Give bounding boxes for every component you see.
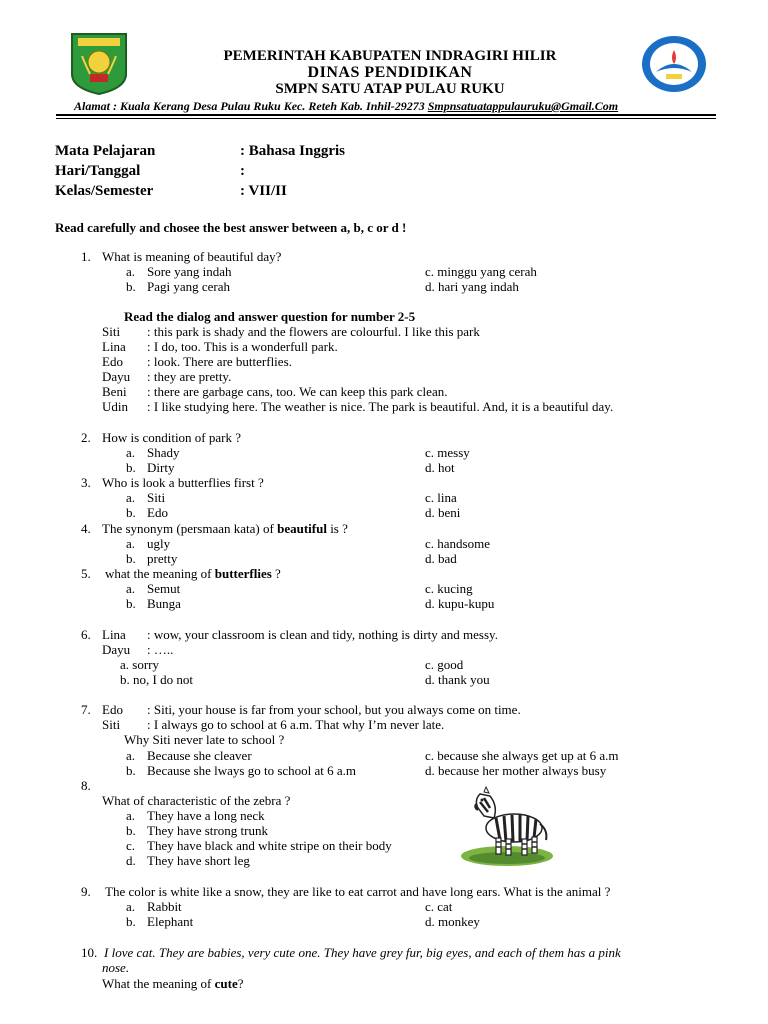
zebra-illustration bbox=[460, 786, 554, 868]
question-number: 10. bbox=[81, 945, 98, 960]
question-number: 8. bbox=[81, 778, 91, 793]
dialog-line: : Siti, your house is far from your school, but you always come on time. bbox=[147, 702, 521, 717]
option-b: b. no, I do not bbox=[120, 672, 193, 687]
question-text-part: What the meaning of bbox=[102, 976, 215, 991]
option-a: They have a long neck bbox=[147, 808, 265, 823]
option-b: Bunga bbox=[147, 596, 181, 611]
dialog-line: : this park is shady and the flowers are colourful. I like this park bbox=[147, 324, 480, 339]
day-date-value: : bbox=[240, 163, 245, 179]
question-number: 1. bbox=[81, 249, 91, 264]
dialog-speaker: Udin bbox=[102, 399, 128, 414]
school-email-link[interactable]: Smpnsatuatappulauruku@Gmail.Com bbox=[427, 99, 619, 113]
option-b: pretty bbox=[147, 551, 178, 566]
option-b-letter: b. bbox=[126, 279, 136, 294]
question-text: What of characteristic of the zebra ? bbox=[102, 793, 291, 808]
question-keyword: cute bbox=[214, 976, 238, 991]
option-b-letter: b. bbox=[126, 505, 136, 520]
option-d: d. because her mother always busy bbox=[425, 763, 607, 778]
question-number: 7. bbox=[81, 702, 91, 717]
option-b-letter: b. bbox=[126, 596, 136, 611]
dialog-title: Read the dialog and answer question for number 2-5 bbox=[124, 309, 416, 324]
question-text: How is condition of park ? bbox=[102, 430, 242, 445]
option-d: d. hot bbox=[425, 460, 455, 475]
option-a: Shady bbox=[147, 445, 180, 460]
option-c: c. cat bbox=[425, 899, 453, 914]
option-a: ugly bbox=[147, 536, 171, 551]
government-title: PEMERINTAH KABUPATEN INDRAGIRI HILIR bbox=[223, 48, 557, 64]
option-c: c. handsome bbox=[425, 536, 490, 551]
option-b-letter: b. bbox=[126, 763, 136, 778]
question-text: Who is look a butterflies first ? bbox=[102, 475, 264, 490]
subject-value: : Bahasa Inggris bbox=[240, 143, 346, 159]
question-number: 5. bbox=[81, 566, 91, 581]
option-d-letter: d. bbox=[126, 853, 136, 868]
option-d: d. thank you bbox=[425, 672, 490, 687]
option-a: Semut bbox=[147, 581, 181, 596]
option-b: Because she lways go to school at 6 a.m bbox=[147, 763, 357, 778]
dialog-speaker: Siti bbox=[102, 324, 121, 339]
question-text-part: ? bbox=[271, 566, 281, 581]
option-b: Elephant bbox=[147, 914, 194, 929]
option-c-letter: c. bbox=[126, 838, 136, 853]
option-c: c. lina bbox=[425, 490, 457, 505]
address-line bbox=[74, 99, 618, 114]
day-date-label: Hari/Tanggal bbox=[55, 163, 141, 179]
option-d: d. bad bbox=[425, 551, 457, 566]
option-a: Sore yang indah bbox=[147, 264, 232, 279]
header-divider-thin bbox=[56, 118, 716, 119]
question-keyword: beautiful bbox=[277, 521, 327, 536]
question-number: 2. bbox=[81, 430, 91, 445]
department-title: DINAS PENDIDIKAN bbox=[307, 64, 473, 81]
question-keyword: butterflies bbox=[214, 566, 272, 581]
question-text: Why Siti never late to school ? bbox=[124, 732, 285, 747]
option-d: d. kupu-kupu bbox=[425, 596, 495, 611]
option-a-letter: a. bbox=[126, 808, 136, 823]
regency-emblem-icon bbox=[68, 30, 130, 96]
dialog-line: : they are pretty. bbox=[147, 369, 232, 384]
option-d: d. monkey bbox=[425, 914, 480, 929]
option-a: Because she cleaver bbox=[147, 748, 252, 763]
option-d: They have short leg bbox=[147, 853, 250, 868]
option-a-letter: a. bbox=[126, 581, 136, 596]
option-c: c. kucing bbox=[425, 581, 473, 596]
option-d: d. hari yang indah bbox=[425, 279, 519, 294]
option-d: d. beni bbox=[425, 505, 461, 520]
question-text-part: The synonym (persmaan kata) of bbox=[102, 521, 278, 536]
class-semester-value: : VII/II bbox=[240, 183, 287, 199]
question-text bbox=[105, 566, 281, 581]
dialog-speaker: Edo bbox=[102, 702, 123, 717]
question-passage: I love cat. They are babies, very cute one. They have grey fur, big eyes, and each of them has a pink bbox=[104, 945, 621, 960]
dialog-speaker: Lina bbox=[102, 339, 126, 354]
question-text bbox=[102, 976, 244, 991]
option-a-letter: a. bbox=[126, 899, 136, 914]
option-b: Pagi yang cerah bbox=[147, 279, 231, 294]
option-c: c. because she always get up at 6 a.m bbox=[425, 748, 619, 763]
dialog-line: : ….. bbox=[147, 642, 174, 657]
dialog-line: : I do, too. This is a wonderfull park. bbox=[147, 339, 338, 354]
tut-wuri-handayani-emblem-icon bbox=[640, 34, 708, 94]
question-number: 4. bbox=[81, 521, 91, 536]
option-b: Dirty bbox=[147, 460, 175, 475]
dialog-speaker: Beni bbox=[102, 384, 127, 399]
option-a-letter: a. bbox=[126, 445, 136, 460]
instruction: Read carefully and chosee the best answer between a, b, c or d ! bbox=[55, 220, 407, 235]
question-number: 6. bbox=[81, 627, 91, 642]
option-a: Rabbit bbox=[147, 899, 182, 914]
dialog-line: : I always go to school at 6 a.m. That why I’m never late. bbox=[147, 717, 445, 732]
dialog-speaker: Dayu bbox=[102, 369, 131, 384]
question-number: 3. bbox=[81, 475, 91, 490]
dialog-line: : there are garbage cans, too. We can keep this park clean. bbox=[147, 384, 448, 399]
option-a: a. sorry bbox=[120, 657, 159, 672]
question-text: What is meaning of beautiful day? bbox=[102, 249, 282, 264]
question-text-part: what the meaning of bbox=[105, 566, 215, 581]
dialog-line: : look. There are butterflies. bbox=[147, 354, 292, 369]
question-passage-continued: nose. bbox=[102, 960, 130, 975]
option-c: c. minggu yang cerah bbox=[425, 264, 537, 279]
dialog-speaker: Siti bbox=[102, 717, 121, 732]
school-title: SMPN SATU ATAP PULAU RUKU bbox=[275, 81, 505, 97]
question-text-part: ? bbox=[237, 976, 244, 991]
option-b-letter: b. bbox=[126, 551, 136, 566]
subject-label: Mata Pelajaran bbox=[55, 143, 156, 159]
option-b-letter: b. bbox=[126, 460, 136, 475]
address-text: Alamat : Kuala Kerang Desa Pulau Ruku Kec. Reteh Kab. Inhil-29273 bbox=[74, 99, 425, 113]
option-a-letter: a. bbox=[126, 490, 136, 505]
option-c: They have black and white stripe on their body bbox=[147, 838, 392, 853]
option-b-letter: b. bbox=[126, 823, 136, 838]
dialog-speaker: Dayu bbox=[102, 642, 131, 657]
option-a-letter: a. bbox=[126, 748, 136, 763]
option-b: They have strong trunk bbox=[147, 823, 268, 838]
dialog-line: : wow, your classroom is clean and tidy, nothing is dirty and messy. bbox=[147, 627, 498, 642]
question-text: The color is white like a snow, they are like to eat carrot and have long ears. What is the animal ? bbox=[105, 884, 611, 899]
option-b: Edo bbox=[147, 505, 168, 520]
question-text bbox=[102, 521, 348, 536]
question-number: 9. bbox=[81, 884, 91, 899]
option-a-letter: a. bbox=[126, 536, 136, 551]
option-a-letter: a. bbox=[126, 264, 136, 279]
option-b-letter: b. bbox=[126, 914, 136, 929]
question-text-part: is ? bbox=[326, 521, 348, 536]
dialog-speaker: Edo bbox=[102, 354, 123, 369]
option-c: c. messy bbox=[425, 445, 470, 460]
dialog-line: : I like studying here. The weather is nice. The park is beautiful. And, it is a beautiful day. bbox=[147, 399, 614, 414]
option-c: c. good bbox=[425, 657, 464, 672]
dialog-speaker: Lina bbox=[102, 627, 126, 642]
option-a: Siti bbox=[147, 490, 166, 505]
header-divider-thick bbox=[56, 114, 716, 116]
class-semester-label: Kelas/Semester bbox=[55, 183, 154, 199]
